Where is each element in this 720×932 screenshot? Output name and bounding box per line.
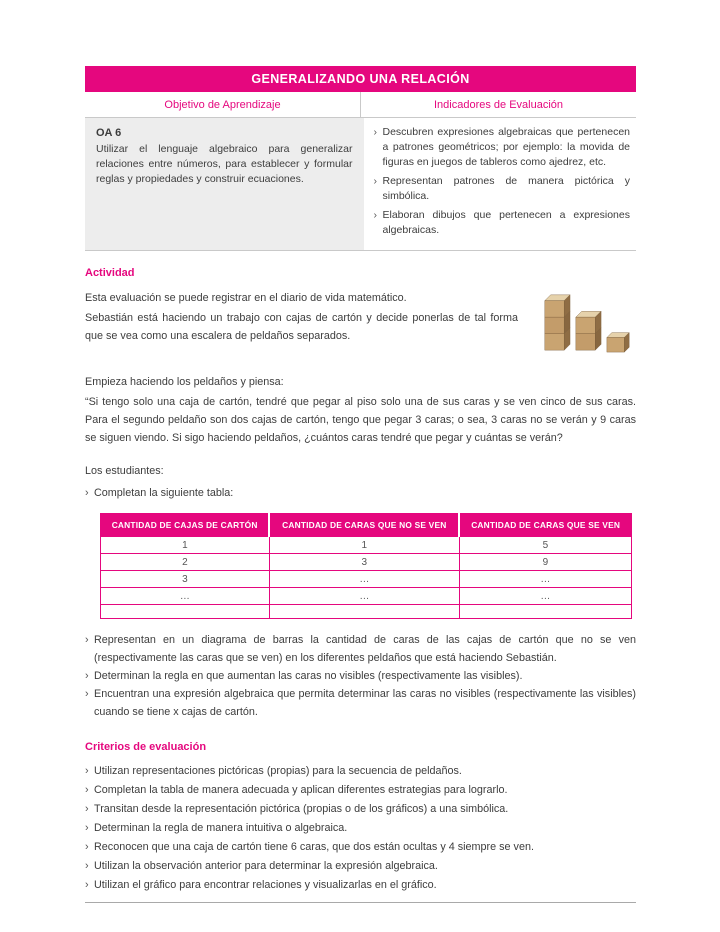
- table-cell: 2: [101, 554, 270, 571]
- table-cell: …: [459, 571, 631, 588]
- table-cell: 3: [269, 554, 459, 571]
- indicators-column-header: Indicadores de Evaluación: [433, 99, 564, 111]
- table-cell: 9: [459, 554, 631, 571]
- table-cell: 3: [101, 571, 270, 588]
- criteria-item: › Transitan desde la representación pictórica (propias o de los gráficos) a una simbólica.: [85, 800, 636, 819]
- criteria-item: › Utilizan el gráfico para encontrar relaciones y visualizarlas en el gráfico.: [85, 876, 636, 895]
- objective-cell: [85, 118, 364, 250]
- table-row-empty: [101, 605, 632, 619]
- indicator-item: › Elaboran dibujos que pertenecen a expresiones algebraicas.: [374, 208, 631, 238]
- objective-indicators-table: [85, 66, 636, 251]
- student-task-item: › Representan en un diagrama de barras la cantidad de caras de las cajas de cartón que no se ven (respectivamente las caras que se ven) en los diferentes peldaños que está haciendo Sebastián.: [85, 631, 636, 667]
- activity-paragraph-3: Empieza haciendo los peldaños y piensa:: [85, 376, 284, 388]
- indicator-item: › Descubren expresiones algebraicas que pertenecen a patrones geométricos; por ejemplo: la movida de figuras en juegos de tableros como ajedrez, etc.: [374, 125, 631, 170]
- table-cell: …: [269, 588, 459, 605]
- criteria-item: › Determinan la regla de manera intuitiva o algebraica.: [85, 819, 636, 838]
- boxes-faces-table-head: [101, 514, 632, 537]
- table-cell: [269, 605, 459, 619]
- table-cell: 5: [459, 537, 631, 554]
- indicators-list: [374, 125, 631, 238]
- document-content: [85, 66, 636, 903]
- boxes-faces-table: [100, 513, 632, 619]
- table-row: [101, 537, 632, 554]
- criteria-item: › Completan la tabla de manera adecuada y aplican diferentes estrategias para lograrlo.: [85, 781, 636, 800]
- table-cell: …: [101, 588, 270, 605]
- criteria-heading: Criterios de evaluación: [85, 741, 207, 753]
- table-cell: [101, 605, 270, 619]
- criteria-item: › Utilizan representaciones pictóricas (propias) para la secuencia de peldaños.: [85, 762, 636, 781]
- student-task-item: › Encuentran una expresión algebraica que permita determinar las caras no visibles (respectivamente las visibles) cuando se tiene x cajas de cartón.: [85, 685, 636, 721]
- oa-code: OA 6: [96, 127, 122, 139]
- indicators-cell: [364, 118, 637, 250]
- objective-column-header: Objetivo de Aprendizaje: [85, 92, 361, 117]
- col-header-cajas: CANTIDAD DE CAJAS DE CARTÓN: [101, 514, 270, 537]
- criteria-item: › Reconocen que una caja de cartón tiene 6 caras, que dos están ocultas y 4 siempre se ven.: [85, 838, 636, 857]
- table-row: [101, 554, 632, 571]
- table-cell: 1: [269, 537, 459, 554]
- students-task-bullet: › Completan la siguiente tabla:: [85, 484, 636, 502]
- student-quote: “Si tengo solo una caja de cartón, tendré que pegar al piso solo una de sus caras y se ven cinco de sus caras. Para el segundo peldaño son dos cajas de cartón, tengo que pegar 3 caras; o sea, 3 caras no se verán y 9 caras se siguen viendo. Si sigo haciendo peldaños, ¿cuántos caras tendré que pegar y cuántas se verán?: [85, 396, 636, 444]
- criteria-list: [85, 762, 636, 895]
- activity-paragraph-1: Esta evaluación se puede registrar en el diario de vida matemático.: [85, 292, 407, 304]
- table-body-row: [85, 118, 636, 251]
- table-cell: …: [269, 571, 459, 588]
- student-task-item: › Determinan la regla en que aumentan las caras no visibles (respectivamente las visibles).: [85, 667, 636, 685]
- column-headers-row: [85, 92, 636, 118]
- activity-paragraph-2: Sebastián está haciendo un trabajo con cajas de cartón y decide ponerlas de tal forma que se vea como una escalera de peldaños separados.: [85, 312, 518, 342]
- activity-heading: Actividad: [85, 267, 135, 279]
- students-label: Los estudiantes:: [85, 465, 164, 477]
- table-cell: 1: [101, 537, 270, 554]
- boxes-faces-table-body: [101, 537, 632, 619]
- activity-section: [85, 267, 636, 502]
- cardboard-boxes-illustration: [539, 283, 636, 361]
- document-title-bar: GENERALIZANDO UNA RELACIÓN: [85, 66, 636, 92]
- col-header-caras-se-ven: CANTIDAD DE CARAS QUE SE VEN: [459, 514, 631, 537]
- indicator-item: › Representan patrones de manera pictórica y simbólica.: [374, 174, 631, 204]
- criteria-item: › Utilizan la observación anterior para determinar la expresión algebraica.: [85, 857, 636, 876]
- table-cell: [459, 605, 631, 619]
- student-tasks-list: [85, 631, 636, 721]
- table-row: [101, 588, 632, 605]
- bottom-divider: [85, 902, 636, 903]
- table-row: [101, 571, 632, 588]
- oa-description: Utilizar el lenguaje algebraico para generalizar relaciones entre números, para establecer y formular reglas y propiedades y construir ecuaciones.: [96, 143, 353, 185]
- table-cell: …: [459, 588, 631, 605]
- col-header-caras-no-se-ven: CANTIDAD DE CARAS QUE NO SE VEN: [269, 514, 459, 537]
